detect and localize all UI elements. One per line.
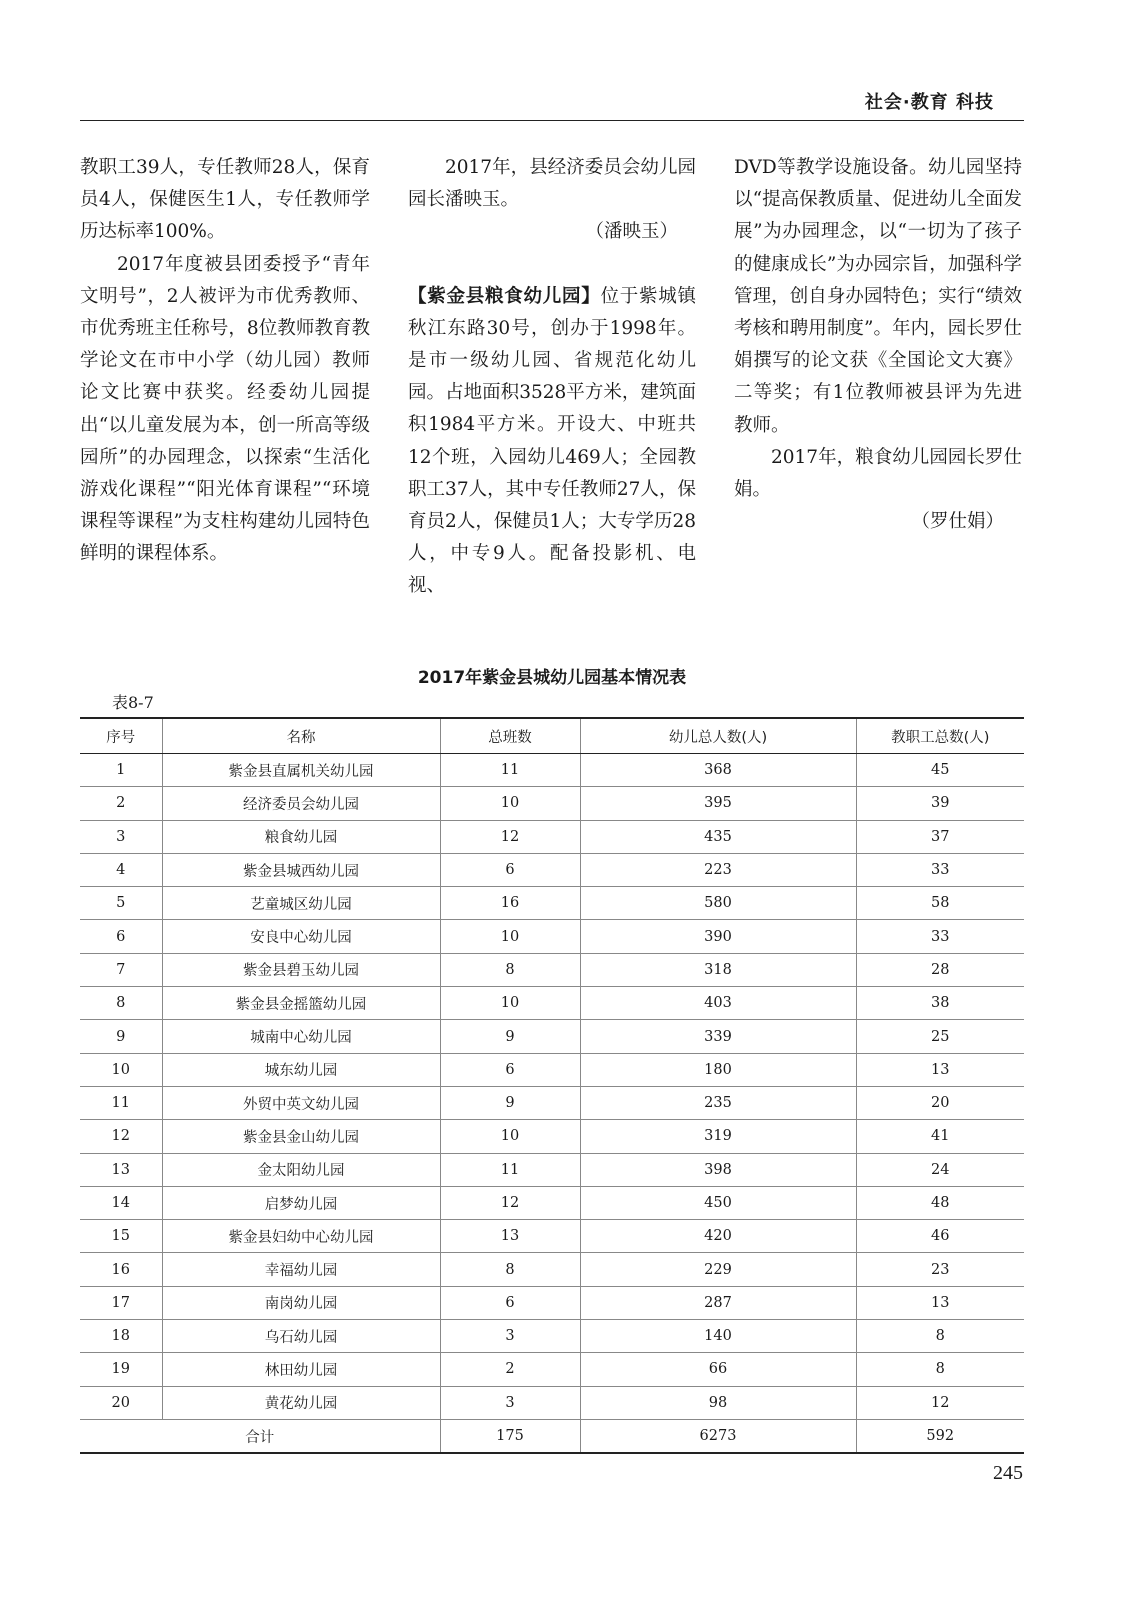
table-cell: 艺童城区幼儿园 [162, 887, 440, 920]
table-id: 表8-7 [112, 693, 154, 712]
table-cell: 12 [80, 1120, 162, 1153]
table-cell: 398 [580, 1153, 856, 1186]
table-row [80, 1020, 1024, 1053]
table-cell: 580 [580, 887, 856, 920]
table-cell: 12 [440, 820, 580, 853]
table-row [80, 853, 1024, 886]
page-header [80, 84, 1024, 121]
table-cell: 2 [80, 787, 162, 820]
table-cell: 11 [440, 1153, 580, 1186]
table-cell: 420 [580, 1220, 856, 1253]
table-cell: 5 [80, 887, 162, 920]
table-cell: 37 [856, 820, 1024, 853]
table-cell: 13 [856, 1286, 1024, 1319]
table-cell: 16 [80, 1253, 162, 1286]
header-cell: 序号 [80, 718, 162, 754]
table-cell: 林田幼儿园 [162, 1353, 440, 1386]
table-cell: 25 [856, 1020, 1024, 1053]
paragraph: 教职工39人，专任教师28人，保育员4人，保健医生1人，专任教师学历达标率100%。 [80, 157, 370, 243]
table-cell: 12 [440, 1186, 580, 1219]
kindergarten-table [80, 717, 1024, 1454]
table-cell: 38 [856, 987, 1024, 1020]
table-cell: 287 [580, 1286, 856, 1319]
table-cell: 48 [856, 1186, 1024, 1219]
table-total-row [80, 1419, 1024, 1453]
table-cell: 紫金县碧玉幼儿园 [162, 953, 440, 986]
text-column-3 [734, 152, 1022, 538]
table-cell: 339 [580, 1020, 856, 1053]
table-cell: 4 [80, 853, 162, 886]
table-cell: 23 [856, 1253, 1024, 1286]
table-cell: 39 [856, 787, 1024, 820]
table-cell: 启梦幼儿园 [162, 1186, 440, 1219]
table-cell: 10 [440, 787, 580, 820]
table-cell: 229 [580, 1253, 856, 1286]
author-signature: （潘映玉） [585, 221, 678, 243]
header-cell: 名称 [162, 718, 440, 754]
table-cell: 180 [580, 1053, 856, 1086]
table-cell: 7 [80, 953, 162, 986]
table-row [80, 1186, 1024, 1219]
table-cell: 6 [440, 1053, 580, 1086]
table-cell: 紫金县金山幼儿园 [162, 1120, 440, 1153]
total-label: 合计 [80, 1419, 440, 1453]
table-cell: 28 [856, 953, 1024, 986]
table-row [80, 920, 1024, 953]
table-row [80, 987, 1024, 1020]
table-cell: 58 [856, 887, 1024, 920]
table-cell: 南岗幼儿园 [162, 1286, 440, 1319]
table-cell: 318 [580, 953, 856, 986]
table-cell: 10 [440, 920, 580, 953]
table-cell: 外贸中英文幼儿园 [162, 1086, 440, 1119]
header-cell: 教职工总数(人) [856, 718, 1024, 754]
table-cell: 10 [440, 1120, 580, 1153]
table-cell: 8 [80, 987, 162, 1020]
table-cell: 3 [440, 1320, 580, 1353]
table-cell: 395 [580, 787, 856, 820]
table-cell: 20 [80, 1386, 162, 1419]
table-cell: 9 [440, 1020, 580, 1053]
table-row [80, 1153, 1024, 1186]
total-staff: 592 [856, 1419, 1024, 1453]
table-cell: 城南中心幼儿园 [162, 1020, 440, 1053]
table-cell: 8 [440, 953, 580, 986]
author-signature: （罗仕娟） [911, 511, 1004, 533]
table-row [80, 754, 1024, 787]
table-cell: 10 [80, 1053, 162, 1086]
table-row [80, 1120, 1024, 1153]
table-cell: 11 [440, 754, 580, 787]
table-cell: 46 [856, 1220, 1024, 1253]
table-cell: 140 [580, 1320, 856, 1353]
header-cell: 总班数 [440, 718, 580, 754]
table-cell: 15 [80, 1220, 162, 1253]
table-cell: 16 [440, 887, 580, 920]
table-body [80, 754, 1024, 1420]
entry-title: 【紫金县粮食幼儿园】 [408, 285, 601, 307]
table-row [80, 820, 1024, 853]
paragraph: 2017年，粮食幼儿园园长罗仕娟。 [734, 446, 1022, 501]
entry-paragraph [408, 281, 696, 603]
paragraph: 2017年度被县团委授予“青年文明号”，2人被评为市优秀教师、市优秀班主任称号，8位教师教育教学论文在市中小学（幼儿园）教师论文比赛中获奖。经委幼儿园提出“以儿童发展为本，创一所高等级园所”的办园理念，以探索“生活化游戏化课程”“阳光体育课程”“环境课程等课程”为支柱构建幼儿园特色鲜明的课程体系。 [80, 253, 370, 565]
header-cell: 幼儿总人数(人) [580, 718, 856, 754]
page-number: 245 [993, 1462, 1023, 1484]
table-cell: 紫金县直属机关幼儿园 [162, 754, 440, 787]
table-cell: 紫金县城西幼儿园 [162, 853, 440, 886]
table-cell: 390 [580, 920, 856, 953]
table-cell: 3 [440, 1386, 580, 1419]
text-column-2 [408, 152, 696, 603]
table-cell: 1 [80, 754, 162, 787]
spacer [408, 249, 696, 281]
table-cell: 319 [580, 1120, 856, 1153]
paragraph: 2017年，县经济委员会幼儿园园长潘映玉。 [408, 157, 696, 211]
table-cell: 33 [856, 920, 1024, 953]
table-cell: 6 [440, 853, 580, 886]
table-row [80, 1086, 1024, 1119]
table-cell: 9 [440, 1086, 580, 1119]
table-cell: 98 [580, 1386, 856, 1419]
table-cell: 2 [440, 1353, 580, 1386]
total-classes: 175 [440, 1419, 580, 1453]
table-row [80, 1386, 1024, 1419]
table-row [80, 787, 1024, 820]
table-cell: 13 [80, 1153, 162, 1186]
table-title: 2017年紫金县城幼儿园基本情况表 [417, 668, 687, 688]
table-cell: 3 [80, 820, 162, 853]
table-row [80, 1253, 1024, 1286]
table-cell: 24 [856, 1153, 1024, 1186]
table-cell: 经济委员会幼儿园 [162, 787, 440, 820]
table-row [80, 887, 1024, 920]
entry-body: 位于紫城镇秋江东路30号，创办于1998年。是市一级幼儿园、省规范化幼儿园。占地面积3528平方米，建筑面积1984平方米。开设大、中班共12个班，入园幼儿469人；全园教职工37人，其中专任教师27人，保育员2人，保健员1人；大专学历28人，中专9人。配备投影机、电视、 [408, 285, 696, 597]
table-cell: 10 [440, 987, 580, 1020]
table-cell: 城东幼儿园 [162, 1053, 440, 1086]
table-cell: 11 [80, 1086, 162, 1119]
total-children: 6273 [580, 1419, 856, 1453]
table-cell: 8 [440, 1253, 580, 1286]
table-cell: 13 [856, 1053, 1024, 1086]
table-row [80, 1220, 1024, 1253]
table-header-row [80, 718, 1024, 754]
table-cell: 19 [80, 1353, 162, 1386]
table-cell: 41 [856, 1120, 1024, 1153]
table-cell: 8 [856, 1353, 1024, 1386]
table-row [80, 1286, 1024, 1319]
table-cell: 450 [580, 1186, 856, 1219]
table-cell: 13 [440, 1220, 580, 1253]
table-cell: 乌石幼儿园 [162, 1320, 440, 1353]
table-cell: 20 [856, 1086, 1024, 1119]
table-cell: 8 [856, 1320, 1024, 1353]
table-cell: 66 [580, 1353, 856, 1386]
table-cell: 幸福幼儿园 [162, 1253, 440, 1286]
table-cell: 368 [580, 754, 856, 787]
table-cell: 黄花幼儿园 [162, 1386, 440, 1419]
text-column-1 [80, 152, 370, 571]
table-cell: 粮食幼儿园 [162, 820, 440, 853]
table-cell: 223 [580, 853, 856, 886]
table-cell: 17 [80, 1286, 162, 1319]
table-cell: 435 [580, 820, 856, 853]
table-cell: 403 [580, 987, 856, 1020]
table-cell: 金太阳幼儿园 [162, 1153, 440, 1186]
table-cell: 33 [856, 853, 1024, 886]
table-row [80, 1320, 1024, 1353]
table-cell: 235 [580, 1086, 856, 1119]
table-cell: 45 [856, 754, 1024, 787]
table-cell: 6 [80, 920, 162, 953]
table-row [80, 1353, 1024, 1386]
table-cell: 9 [80, 1020, 162, 1053]
table-row [80, 1053, 1024, 1086]
table-row [80, 953, 1024, 986]
paragraph: DVD等教学设施设备。幼儿园坚持以“提高保教质量、促进幼儿全面发展”为办园理念，以“一切为了孩子的健康成长”为办园宗旨，加强科学管理，创自身办园特色；实行“绩效考核和聘用制度”。年内，园长罗仕娟撰写的论文获《全国论文大赛》二等奖；有1位教师被县评为先进教师。 [734, 157, 1022, 436]
table-cell: 6 [440, 1286, 580, 1319]
table-cell: 紫金县妇幼中心幼儿园 [162, 1220, 440, 1253]
section-title: 社会·教育 科技 [864, 92, 994, 113]
table-cell: 紫金县金摇篮幼儿园 [162, 987, 440, 1020]
table-cell: 14 [80, 1186, 162, 1219]
table-cell: 12 [856, 1386, 1024, 1419]
table-cell: 安良中心幼儿园 [162, 920, 440, 953]
table-cell: 18 [80, 1320, 162, 1353]
